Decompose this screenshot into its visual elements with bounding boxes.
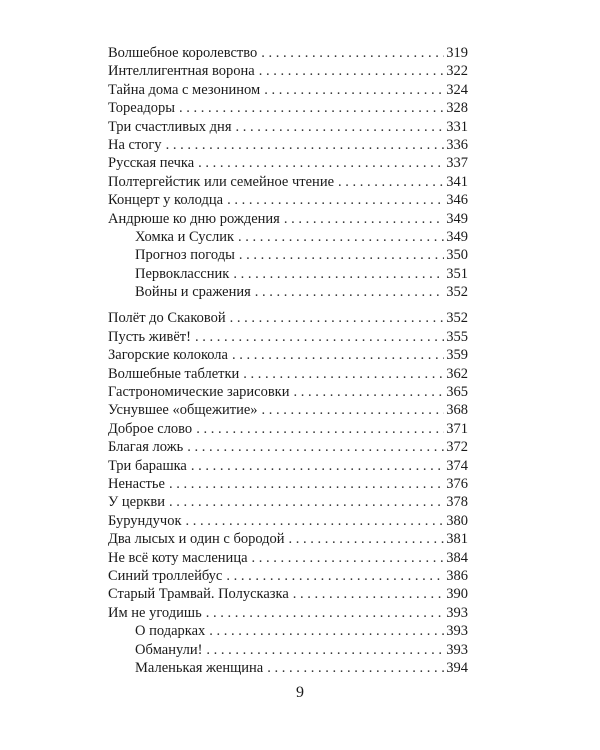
- dot-leader: [262, 401, 445, 419]
- toc-entry-page: 381: [446, 531, 468, 548]
- toc-entry-title: Благая ложь: [108, 439, 184, 456]
- toc-entry: [108, 604, 468, 622]
- dot-leader: [226, 567, 444, 585]
- toc-entry: [108, 154, 468, 172]
- dot-leader: [186, 512, 445, 530]
- toc-entry-title: Тореадоры: [108, 100, 175, 117]
- toc-entry-title: Уснувшее «общежитие»: [108, 402, 258, 419]
- toc-entry-page: 337: [446, 155, 468, 172]
- toc-entry: [108, 44, 468, 62]
- dot-leader: [284, 210, 444, 228]
- toc-group-1: [108, 44, 468, 301]
- toc-entry-title: Бурундучок: [108, 512, 182, 529]
- toc-entry-page: 319: [446, 45, 468, 61]
- toc-entry-page: 324: [446, 81, 468, 98]
- dot-leader: [238, 228, 444, 246]
- toc-entry-title: Не всё коту масленица: [108, 549, 248, 566]
- toc-entry-title: Русская печка: [108, 155, 195, 172]
- page-number: 9: [296, 684, 304, 701]
- dot-leader: [206, 604, 445, 622]
- toc-entry: [108, 118, 468, 136]
- toc-entry: [108, 210, 468, 228]
- dot-leader: [169, 493, 444, 511]
- toc-entry-title: Ненастье: [108, 475, 165, 492]
- dot-leader: [259, 62, 445, 80]
- toc-entry-title: Волшебные таблетки: [108, 365, 240, 382]
- toc-entry: [108, 346, 468, 364]
- toc-subentry: [108, 265, 468, 283]
- toc-entry-page: 376: [446, 475, 468, 492]
- dot-leader: [338, 173, 444, 191]
- toc-entry: [108, 549, 468, 567]
- toc-entry-title: Два лысых и один с бородой: [108, 531, 285, 548]
- dot-leader: [261, 44, 444, 62]
- toc-entry: [108, 173, 468, 191]
- toc-entry: [108, 62, 468, 80]
- toc-entry-page: 322: [446, 63, 468, 80]
- toc-entry-title: Обманули!: [135, 641, 203, 658]
- dot-leader: [255, 283, 444, 301]
- toc-entry: [108, 420, 468, 438]
- toc-entry-title: Полёт до Скаковой: [108, 310, 226, 327]
- toc-entry-title: Концерт у колодца: [108, 192, 224, 209]
- dot-leader: [195, 328, 444, 346]
- toc-entry-page: 362: [446, 365, 468, 382]
- toc-entry: [108, 438, 468, 456]
- dot-leader: [187, 438, 444, 456]
- toc-entry-page: 328: [446, 100, 468, 117]
- toc-entry-page: 384: [446, 549, 468, 566]
- toc-entry-page: 374: [446, 457, 468, 474]
- toc-entry-page: 352: [446, 284, 468, 301]
- toc-entry-title: Маленькая женщина: [135, 659, 264, 676]
- dot-leader: [169, 475, 444, 493]
- toc-subentry: [108, 283, 468, 301]
- toc-entry-title: Андрюше ко дню рождения: [108, 210, 280, 227]
- toc-entry-page: 336: [446, 136, 468, 153]
- toc-entry-page: 386: [446, 567, 468, 584]
- toc-group-gap: [108, 301, 468, 309]
- toc-subentry: [108, 622, 468, 640]
- toc-entry-page: 349: [446, 210, 468, 227]
- toc-entry: [108, 309, 468, 327]
- toc-entry-page: 378: [446, 494, 468, 511]
- toc-entry-title: Полтергейстик или семейное чтение: [108, 173, 335, 190]
- toc-subentry: [108, 246, 468, 264]
- dot-leader: [267, 659, 444, 677]
- toc-entry-page: 359: [446, 347, 468, 364]
- toc-entry-page: 351: [446, 265, 468, 282]
- dot-leader: [206, 641, 444, 659]
- toc-entry-page: 350: [446, 247, 468, 264]
- toc-subentry: [108, 641, 468, 659]
- toc-entry: [108, 512, 468, 530]
- toc-entry-title: Интеллигентная ворона: [108, 63, 255, 80]
- dot-leader: [196, 420, 444, 438]
- toc-entry-title: Пусть живёт!: [108, 328, 191, 345]
- toc-entry-title: Им не угодишь: [108, 604, 202, 621]
- toc-entry-title: Загорские колокола: [108, 347, 228, 364]
- toc-entry-page: 352: [446, 310, 468, 327]
- toc-entry-title: Синий троллейбус: [108, 567, 223, 584]
- toc-entry-title: Старый Трамвай. Полусказка: [108, 586, 289, 603]
- toc-entry-page: 393: [446, 623, 468, 640]
- toc-entry: [108, 493, 468, 511]
- dot-leader: [264, 81, 444, 99]
- toc-entry-title: Гастрономические зарисовки: [108, 384, 290, 401]
- toc-entry-title: Прогноз погоды: [135, 247, 235, 264]
- toc-entry: [108, 191, 468, 209]
- toc-entry-page: 346: [446, 192, 468, 209]
- toc-entry: [108, 136, 468, 154]
- toc-entry-title: Первоклассник: [135, 265, 230, 282]
- toc-entry-page: 349: [446, 228, 468, 245]
- dot-leader: [243, 365, 444, 383]
- dot-leader: [233, 265, 444, 283]
- toc-entry-title: Волшебное королевство: [108, 45, 258, 61]
- toc-entry: [108, 81, 468, 99]
- toc-subentry: [108, 228, 468, 246]
- table-of-contents: [108, 44, 468, 677]
- dot-leader: [293, 585, 444, 603]
- dot-leader: [191, 457, 444, 475]
- dot-leader: [293, 383, 444, 401]
- toc-entry: [108, 475, 468, 493]
- toc-entry-title: Доброе слово: [108, 420, 193, 437]
- toc-entry-page: 380: [446, 512, 468, 529]
- toc-entry-title: Три барашка: [108, 457, 187, 474]
- toc-entry-page: 371: [446, 420, 468, 437]
- toc-entry-page: 355: [446, 328, 468, 345]
- toc-entry-title: О подарках: [135, 623, 206, 640]
- dot-leader: [289, 530, 445, 548]
- toc-entry: [108, 383, 468, 401]
- toc-entry: [108, 530, 468, 548]
- toc-group-2: [108, 309, 468, 677]
- toc-entry-page: 368: [446, 402, 468, 419]
- toc-entry: [108, 457, 468, 475]
- dot-leader: [179, 99, 444, 117]
- toc-entry: [108, 401, 468, 419]
- toc-entry-page: 365: [446, 384, 468, 401]
- dot-leader: [239, 246, 444, 264]
- dot-leader: [230, 309, 445, 327]
- dot-leader: [198, 154, 444, 172]
- toc-entry: [108, 365, 468, 383]
- toc-entry-page: 393: [446, 604, 468, 621]
- toc-entry: [108, 99, 468, 117]
- dot-leader: [166, 136, 445, 154]
- toc-entry-page: 393: [446, 641, 468, 658]
- toc-entry-page: 372: [446, 439, 468, 456]
- toc-entry-page: 331: [446, 118, 468, 135]
- dot-leader: [209, 622, 444, 640]
- toc-subentry: [108, 659, 468, 677]
- toc-entry-title: На стогу: [108, 136, 162, 153]
- dot-leader: [252, 549, 445, 567]
- toc-entry-page: 394: [446, 659, 468, 676]
- toc-entry-title: Три счастливых дня: [108, 118, 232, 135]
- toc-entry-title: Войны и сражения: [135, 284, 251, 301]
- dot-leader: [236, 118, 445, 136]
- toc-entry: [108, 328, 468, 346]
- toc-entry: [108, 585, 468, 603]
- dot-leader: [227, 191, 444, 209]
- toc-entry: [108, 567, 468, 585]
- toc-entry-page: 390: [446, 586, 468, 603]
- toc-entry-title: Хомка и Суслик: [135, 228, 235, 245]
- toc-entry-title: Тайна дома с мезонином: [108, 81, 261, 98]
- toc-entry-page: 341: [446, 173, 468, 190]
- toc-entry-title: У церкви: [108, 494, 165, 511]
- dot-leader: [232, 346, 444, 364]
